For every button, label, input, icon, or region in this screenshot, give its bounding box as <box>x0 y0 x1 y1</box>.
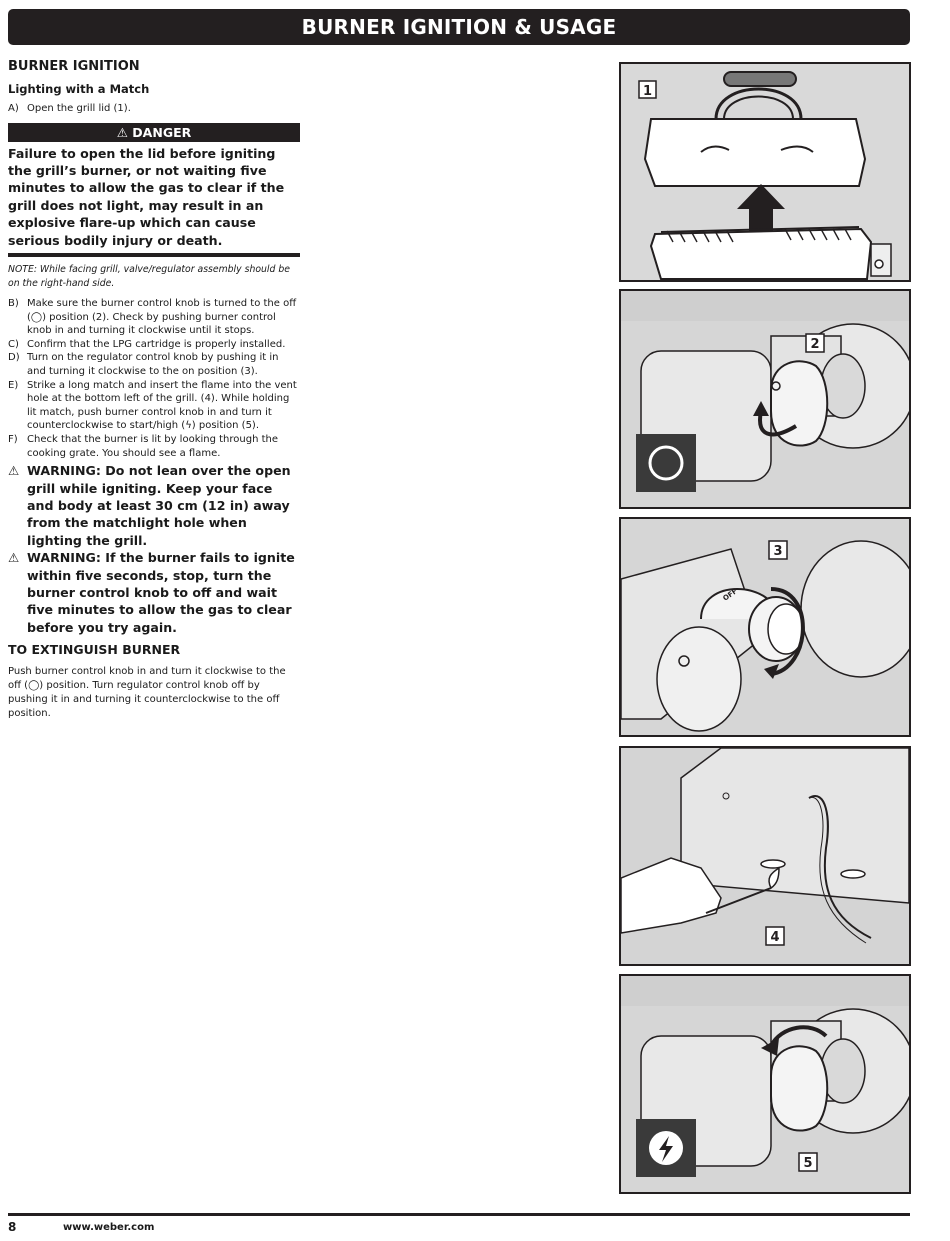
step-letter: B) <box>8 298 19 310</box>
figure-label: 2 <box>810 337 820 352</box>
warning-icon: ⚠ <box>8 463 20 479</box>
step-c <box>8 338 300 352</box>
website-link[interactable]: www.weber.com <box>63 1222 155 1233</box>
figure-label: 3 <box>773 544 783 559</box>
warning-icon: ⚠ <box>8 550 20 566</box>
regulator-knob-illustration <box>621 519 909 735</box>
note-text: NOTE: While facing grill, valve/regulator assembly should be on the right-hand side. <box>8 264 290 290</box>
burner-knob-illustration <box>621 291 909 507</box>
warning-text: WARNING: If the burner fails to ignite within five seconds, stop, turn the burner control knob to off and wait five minutes to allow the gas to clear before you try again. <box>27 550 295 635</box>
extinguish-text: Push burner control knob in and turn it clockwise to the off (◯) position. Turn regulator control knob off by pushing it in and turning it counterclockwise to the off position. <box>8 666 286 720</box>
instructions-column <box>8 58 300 721</box>
figure-label: 1 <box>642 84 653 99</box>
section-title-burner-ignition: BURNER IGNITION <box>8 59 140 74</box>
figure-1-open-lid <box>619 62 911 282</box>
step-a <box>8 102 300 116</box>
step-text: Strike a long match and insert the flame into the vent hole at the bottom left of the grill. (4). While holding lit match, push burner control knob in and turn it counterclockwise to start/high (ϟ) position (5). <box>27 379 297 432</box>
step-b <box>8 297 300 338</box>
step-d <box>8 351 300 378</box>
step-text: Check that the burner is lit by looking through the cooking grate. You should see a flame. <box>27 433 279 459</box>
step-letter: F) <box>8 433 18 445</box>
figure-2-burner-knob-off <box>619 289 911 509</box>
danger-text: Failure to open the lid before igniting the grill’s burner, or not waiting five minutes to allow the gas to clear if the grill does not light, may result in an explosive flare-up which can cause serious bodily injury or death. <box>8 145 300 257</box>
step-text: Make sure the burner control knob is turned to the off (◯) position (2). Check by pushing burner control knob in and turning it clockwise until it stops. <box>27 298 297 337</box>
figure-label: 5 <box>803 1156 813 1171</box>
figure-label: 4 <box>770 930 780 945</box>
step-letter: A) <box>8 103 19 114</box>
footer-divider <box>8 1213 910 1216</box>
figure-4-match-lighting <box>619 746 911 966</box>
warning-fails-to-ignite <box>8 549 300 636</box>
page-number: 8 <box>8 1220 17 1234</box>
figure-5-burner-knob-high <box>619 974 911 1194</box>
step-e <box>8 379 300 433</box>
step-letter: C) <box>8 338 19 350</box>
step-letter: D) <box>8 352 20 364</box>
subsection-title-lighting-with-match: Lighting with a Match <box>8 82 150 96</box>
match-lighting-illustration <box>621 748 909 964</box>
section-title-extinguish: TO EXTINGUISH BURNER <box>8 642 181 658</box>
dial-off-text: OFF <box>721 587 739 603</box>
page-header-title: BURNER IGNITION & USAGE <box>8 9 910 45</box>
danger-label: ⚠ DANGER <box>8 123 300 142</box>
burner-knob-high-illustration <box>621 976 909 1192</box>
warning-text: WARNING: Do not lean over the open grill while igniting. Keep your face and body at least 30 cm (12 in) away from the matchlight hole when lighting the grill. <box>27 463 291 548</box>
grill-lid-illustration <box>621 64 909 280</box>
figure-3-regulator-knob-on <box>619 517 911 737</box>
warning-lean-over <box>8 462 300 549</box>
step-text: Open the grill lid (1). <box>27 103 131 114</box>
step-text: Turn on the regulator control knob by pushing it in and turning it clockwise to the on position (3). <box>27 352 279 377</box>
step-letter: E) <box>8 379 19 391</box>
step-f <box>8 433 300 460</box>
step-text: Confirm that the LPG cartridge is properly installed. <box>27 338 286 350</box>
